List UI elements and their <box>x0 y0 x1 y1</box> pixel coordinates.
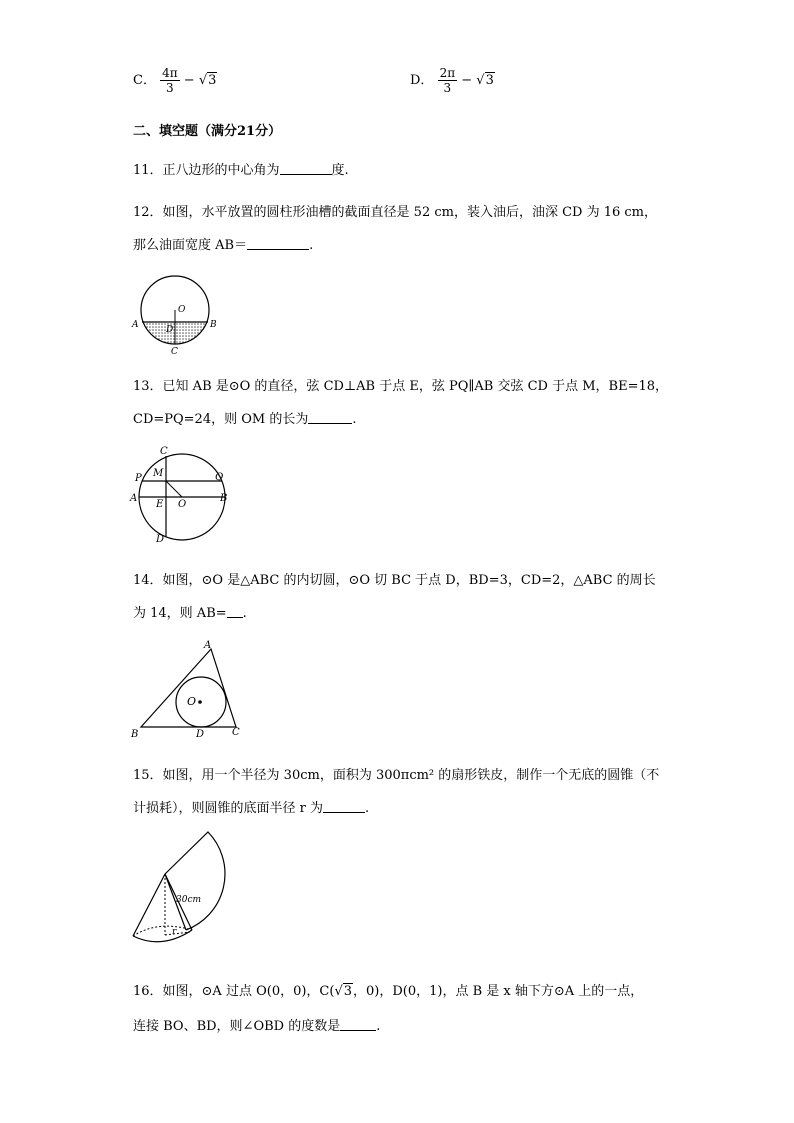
q12-label-o: O <box>178 305 186 315</box>
q13-label-a: A <box>130 493 138 504</box>
option-c-numerator: 4π <box>162 66 178 80</box>
q15-line1: 15．如图，用一个半径为 30cm，面积为 300πcm² 的扇形铁皮，制作一个无底的圆锥（不 <box>133 768 660 783</box>
option-c-sqrt: √3 <box>198 73 217 88</box>
option-c-minus: − <box>183 73 195 88</box>
q14-answer-blank[interactable] <box>227 605 243 618</box>
q16-sqrt: √3 <box>334 984 353 999</box>
q13-label-d: D <box>156 534 165 545</box>
q13-text: CD=PQ=24，则 OM 的长为 <box>133 412 309 427</box>
q12-label-c: C <box>171 347 178 357</box>
option-c-denominator: 3 <box>166 81 174 95</box>
q12-label-d: D <box>166 325 174 335</box>
q13-label-m: M <box>153 468 164 479</box>
q15-sector <box>165 832 225 930</box>
q13-label-c: C <box>160 446 168 457</box>
q13-label-o: O <box>178 499 187 510</box>
q13-label-e: E <box>156 499 164 510</box>
q16-text-b: ，0)，D(0，1)，点 B 是 x 轴下方⊙A 上的一点， <box>353 984 644 999</box>
q14-label-b: B <box>131 729 139 740</box>
q13-label-q: Q <box>215 472 224 483</box>
option-c-radicand: 3 <box>208 73 217 88</box>
q12-label-a: A <box>132 320 139 330</box>
section-heading: 二、填空题（满分21分） <box>133 124 282 139</box>
q11-text-end: 度. <box>331 163 349 178</box>
q14-line1: 14．如图，⊙O 是△ABC 的内切圆，⊙O 切 BC 于点 D，BD=3，CD=2，△ABC 的周长 <box>133 573 656 588</box>
q14-line2 <box>133 605 247 622</box>
q15-figure <box>128 830 240 952</box>
question-11 <box>133 162 349 179</box>
q12-figure <box>128 272 223 358</box>
q11-text: 11．正八边形的中心角为 <box>133 163 280 178</box>
option-d-radicand: 3 <box>485 73 494 88</box>
q14-label-o: O <box>187 695 197 708</box>
option-d-letter: D． <box>410 73 434 88</box>
q16-line1 <box>133 984 643 1000</box>
option-d-denominator: 3 <box>443 81 452 95</box>
option-d <box>410 66 495 95</box>
q16-line2 <box>133 1018 380 1035</box>
option-d-numerator: 2π <box>439 66 456 80</box>
q11-answer-blank[interactable] <box>280 162 332 175</box>
q13-label-p: P <box>135 473 142 484</box>
q13-segment-om <box>166 481 182 497</box>
q15-answer-blank[interactable] <box>323 800 365 813</box>
q16-text-a: 16．如图，⊙A 过点 O(0，0)，C( <box>133 984 335 999</box>
q14-figure <box>128 638 246 742</box>
option-c <box>133 66 217 95</box>
q15-line2 <box>133 800 369 817</box>
q14-text: 为 14，则 AB= <box>133 606 227 621</box>
q12-answer-blank[interactable] <box>247 237 309 250</box>
q14-label-a: A <box>204 640 212 651</box>
q12-label-b: B <box>210 320 217 330</box>
q14-center-dot <box>198 700 202 704</box>
q13-figure <box>128 443 238 545</box>
q13-text-end: . <box>352 412 357 427</box>
option-d-fraction <box>438 66 458 95</box>
q14-label-d: D <box>196 729 205 740</box>
option-d-minus: − <box>461 73 473 88</box>
q12-line2 <box>133 237 313 254</box>
q15-text: 计损耗），则圆锥的底面半径 r 为 <box>133 801 323 816</box>
q13-answer-blank[interactable] <box>308 411 352 424</box>
option-c-letter: C． <box>133 73 156 88</box>
q15-label-length: 30cm <box>176 895 202 905</box>
q13-label-b: B <box>220 493 228 504</box>
q12-text: 那么油面宽度 AB＝ <box>133 238 248 253</box>
q14-text-end: . <box>242 606 247 621</box>
q16-text-end: . <box>376 1019 381 1034</box>
q16-text: 连接 BO、BD，则∠OBD 的度数是 <box>133 1019 341 1034</box>
q14-label-c: C <box>232 727 240 738</box>
q12-line1: 12．如图，水平放置的圆柱形油槽的截面直径是 52 cm，装入油后，油深 CD 为 16 cm， <box>133 205 658 220</box>
q13-line2 <box>133 411 356 428</box>
q13-line1: 13．已知 AB 是⊙O 的直径，弦 CD⊥AB 于点 E，弦 PQ∥AB 交弦 CD 于点 M，BE=18， <box>133 379 669 394</box>
option-c-fraction <box>160 66 180 95</box>
q12-text-end: . <box>309 238 314 253</box>
q15-label-r: r <box>172 927 177 937</box>
option-d-sqrt: √3 <box>476 73 494 88</box>
q15-text-end: . <box>364 801 370 816</box>
q16-radicand: 3 <box>343 984 353 999</box>
q16-answer-blank[interactable] <box>340 1018 376 1031</box>
